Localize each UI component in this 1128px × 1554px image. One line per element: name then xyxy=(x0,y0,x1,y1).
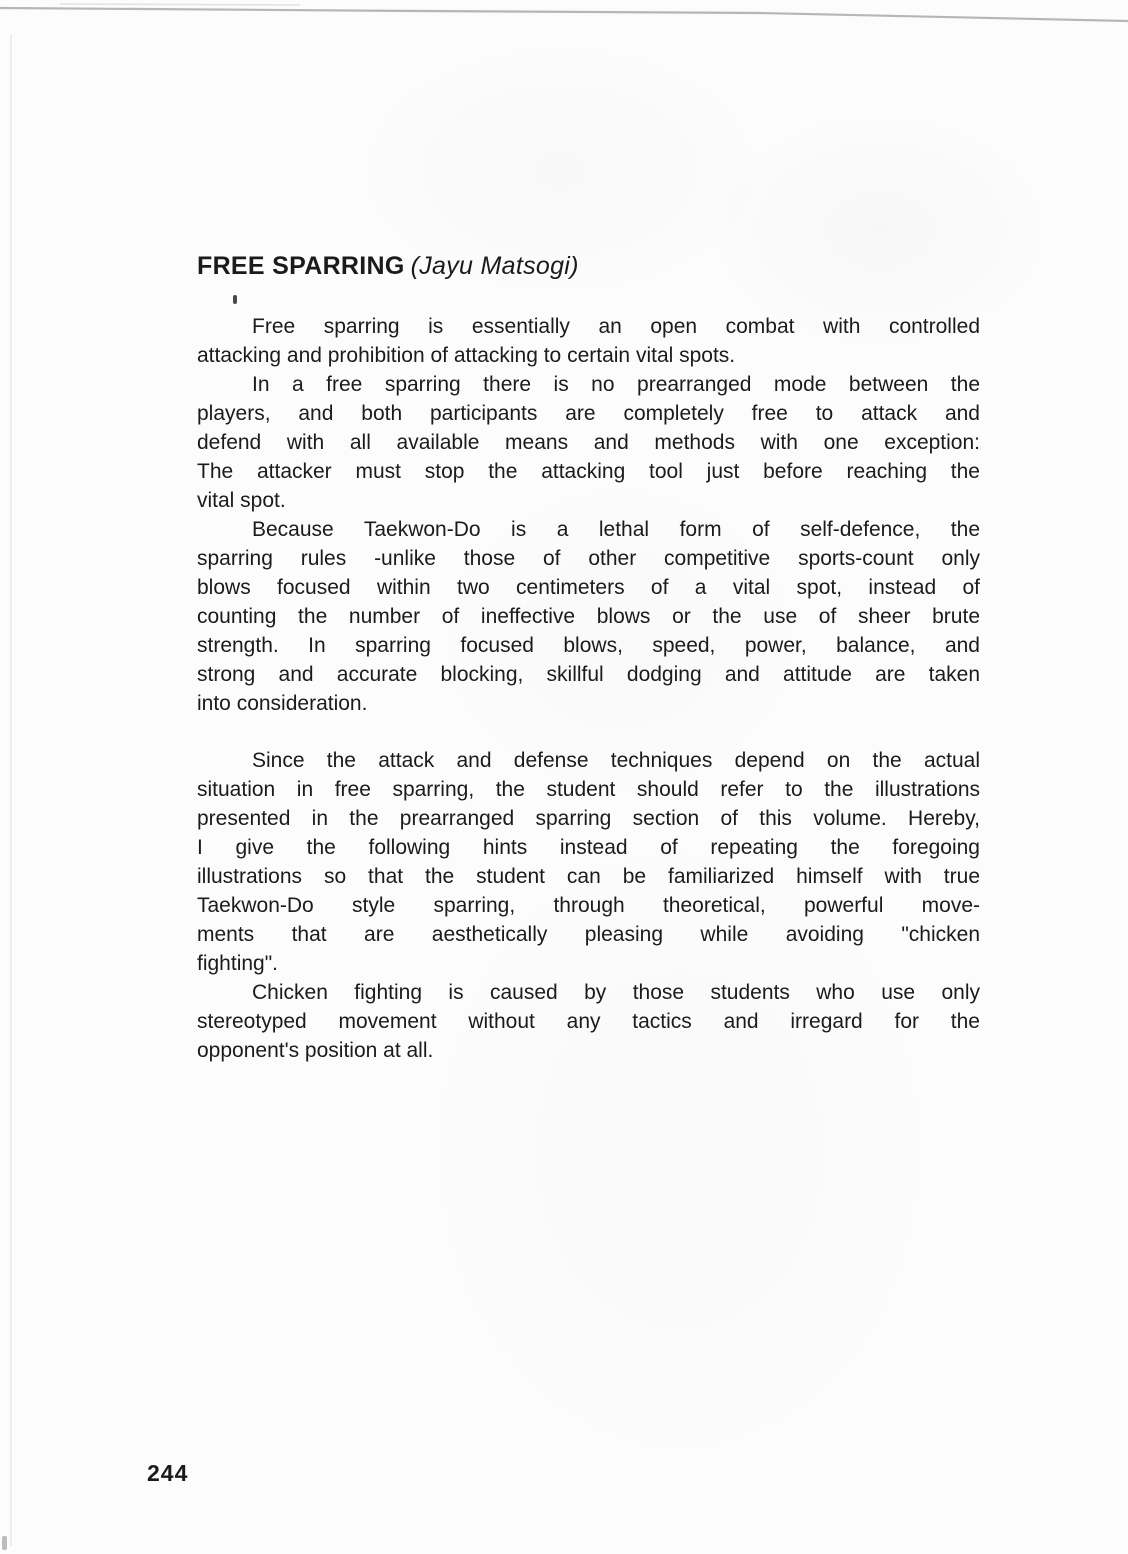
text-column xyxy=(197,252,980,1065)
text-line: opponent's position at all. xyxy=(197,1039,434,1062)
text-line: fighting". xyxy=(197,952,279,975)
text-line: counting the number of ineffective blows or the use of sheer brute xyxy=(197,605,980,628)
text-line: into consideration. xyxy=(197,692,368,715)
text-line: Since the attack and defense techniques depend on the actual xyxy=(252,749,980,772)
page-title-note: (Jayu Matsogi) xyxy=(410,252,579,280)
text-line: strong and accurate blocking, skillful dodging and attitude are taken xyxy=(197,663,980,686)
text-line: stereotyped movement without any tactics and irregard for the xyxy=(197,1010,980,1033)
text-line: I give the following hints instead of repeating the foregoing xyxy=(197,836,980,859)
text-line: situation in free sparring, the student should refer to the illustrations xyxy=(197,778,980,801)
paragraph xyxy=(197,978,980,1065)
text-line: players, and both participants are completely free to attack and xyxy=(197,402,980,425)
scan-left-edge-line xyxy=(10,34,12,1546)
text-line: The attacker must stop the attacking tool just before reaching the xyxy=(197,460,980,483)
text-line: Free sparring is essentially an open combat with controlled xyxy=(252,315,980,338)
page-title-main: FREE SPARRING xyxy=(197,252,405,280)
page-title xyxy=(197,252,980,281)
paragraph xyxy=(197,312,980,370)
scan-top-edge-line xyxy=(0,0,1128,30)
paragraph xyxy=(197,515,980,718)
text-line: sparring rules -unlike those of other competitive sports-count only xyxy=(197,547,980,570)
text-line: Because Taekwon-Do is a lethal form of self-defence, the xyxy=(252,518,980,541)
document-body xyxy=(197,312,980,1065)
text-line: In a free sparring there is no prearranged mode between the xyxy=(252,373,980,396)
text-line: blows focused within two centimeters of a vital spot, instead of xyxy=(197,576,980,599)
text-line: strength. In sparring focused blows, speed, power, balance, and xyxy=(197,634,980,657)
text-line: presented in the prearranged sparring section of this volume. Hereby, xyxy=(197,807,980,830)
text-line: attacking and prohibition of attacking to certain vital spots. xyxy=(197,344,736,367)
text-line: defend with all available means and methods with one exception: xyxy=(197,431,980,454)
page-number: 244 xyxy=(147,1460,189,1486)
text-line: illustrations so that the student can be familiarized himself with true xyxy=(197,865,980,888)
paragraph xyxy=(197,746,980,978)
text-line: ments that are aesthetically pleasing while avoiding "chicken xyxy=(197,923,980,946)
text-line: Chicken fighting is caused by those students who use only xyxy=(252,981,980,1004)
scan-speck xyxy=(2,1536,7,1550)
paragraph xyxy=(197,370,980,515)
text-line: Taekwon-Do style sparring, through theoretical, powerful move- xyxy=(197,894,980,917)
text-line: vital spot. xyxy=(197,489,286,512)
